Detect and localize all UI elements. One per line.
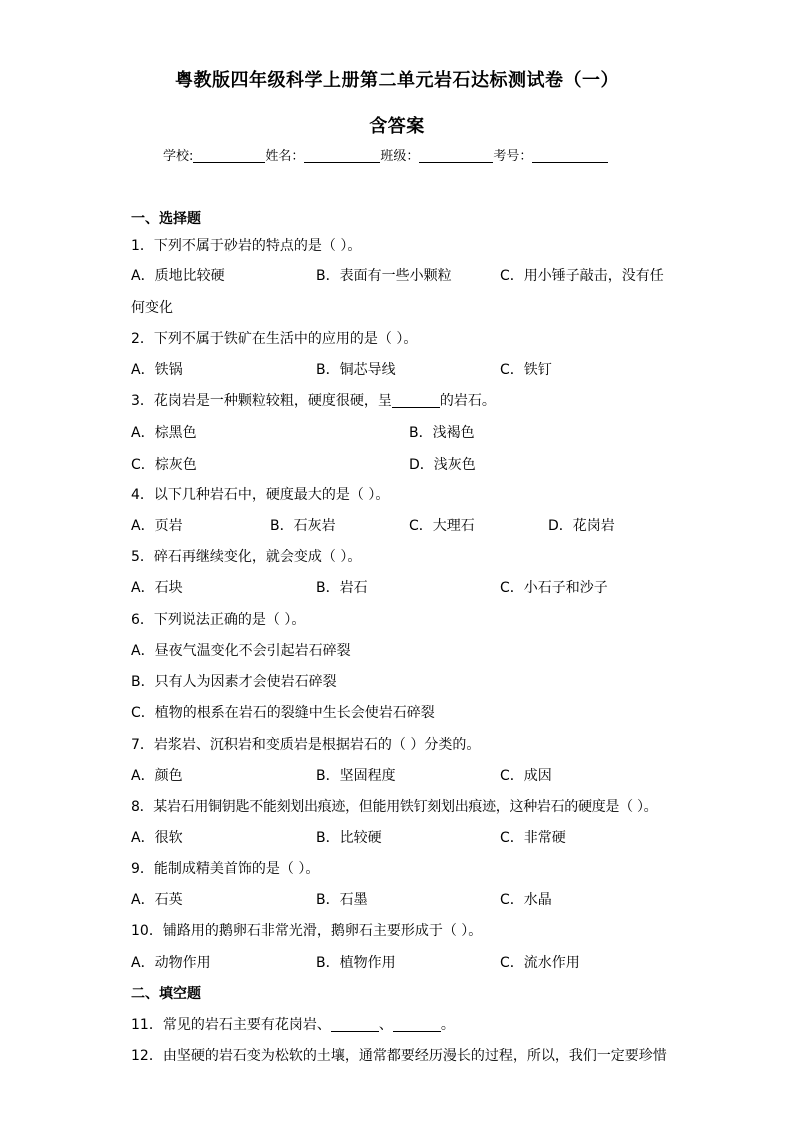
q5-option-a: A．石块 [131,580,183,596]
q11-separator: 、 [378,1017,393,1033]
question-3-stem [131,390,496,410]
q4-option-c: C．大理石 [409,518,475,534]
document-title: 粤教版四年级科学上册第二单元岩石达标测试卷（一） [175,70,619,91]
q7-option-a: A．颜色 [131,768,183,784]
question-1-stem: 1．下列不属于砂岩的特点的是（ ）。 [131,238,362,254]
q10-option-b: B．植物作用 [316,955,396,971]
name-blank[interactable] [304,148,380,163]
document-subtitle: 含答案 [369,116,425,137]
q1-option-c: C．用小锤子敲击，没有任 [500,268,664,284]
student-info-line [163,145,608,164]
q1-option-c-continued: 何变化 [131,300,173,316]
question-9-stem: 9．能制成精美首饰的是（ ）。 [131,861,320,877]
q4-option-b: B．石灰岩 [270,518,336,534]
q3-stem-post: 的岩石。 [439,393,496,409]
question-12-stem: 12．由坚硬的岩石变为松软的土壤，通常都要经历漫长的过程，所以，我们一定要珍惜 [131,1048,667,1064]
q11-blank-1[interactable] [331,1017,379,1032]
q11-blank-2[interactable] [393,1017,441,1032]
section-title-fill-blank: 二、填空题 [131,986,201,1002]
q8-option-b: B．比较硬 [316,830,382,846]
number-blank[interactable] [532,148,608,163]
q4-option-d: D．花岗岩 [548,518,615,534]
q2-option-c: C．铁钉 [500,362,552,378]
school-label: 学校: [163,149,194,164]
q5-option-c: C．小石子和沙子 [500,580,608,596]
q2-option-b: B．铜芯导线 [316,362,396,378]
q8-option-a: A．很软 [131,830,183,846]
q9-option-c: C．水晶 [500,892,552,908]
question-10-stem: 10．铺路用的鹅卵石非常光滑，鹅卵石主要形成于（ ）。 [131,923,483,939]
q7-option-c: C．成因 [500,768,552,784]
q3-option-c: C．棕灰色 [131,457,197,473]
question-6-stem: 6．下列说法正确的是（ ）。 [131,612,306,628]
q2-option-a: A．铁锅 [131,362,183,378]
q1-option-b: B．表面有一些小颗粒 [316,268,452,284]
q9-option-b: B．石墨 [316,892,368,908]
q10-option-a: A．动物作用 [131,955,211,971]
q3-stem-pre: 3．花岗岩是一种颗粒较粗，硬度很硬，呈 [131,393,392,409]
q11-end: 。 [440,1017,455,1033]
q7-option-b: B．坚固程度 [316,768,396,784]
q9-option-a: A．石英 [131,892,183,908]
q3-option-b: B．浅褐色 [409,425,475,441]
question-4-stem: 4．以下几种岩石中，硬度最大的是（ ）。 [131,487,390,503]
q3-option-d: D．浅灰色 [409,457,476,473]
question-8-stem: 8．某岩石用铜钥匙不能刻划出痕迹，但能用铁钉刻划出痕迹，这种岩石的硬度是（ ）。 [131,799,658,815]
q6-option-c: C．植物的根系在岩石的裂缝中生长会使岩石碎裂 [131,705,435,721]
q11-stem-text: 11．常见的岩石主要有花岗岩、 [131,1017,331,1033]
q6-option-b: B．只有人为因素才会使岩石碎裂 [131,674,337,690]
section-title-choice: 一、选择题 [131,211,201,227]
number-label: 考号： [493,149,533,164]
name-label: 姓名： [265,149,305,164]
q1-option-a: A．质地比较硬 [131,268,225,284]
q3-answer-blank[interactable] [392,393,440,408]
q4-option-a: A．页岩 [131,518,183,534]
question-7-stem: 7．岩浆岩、沉积岩和变质岩是根据岩石的（ ）分类的。 [131,737,481,753]
school-blank[interactable] [193,148,265,163]
question-5-stem: 5．碎石再继续变化，就会变成（ ）。 [131,549,362,565]
q5-option-b: B．岩石 [316,580,368,596]
class-blank[interactable] [419,148,493,163]
question-11-stem [131,1014,455,1034]
class-label: 班级： [380,149,420,164]
q8-option-c: C．非常硬 [500,830,566,846]
q10-option-c: C．流水作用 [500,955,580,971]
question-2-stem: 2．下列不属于铁矿在生活中的应用的是（ ）。 [131,331,418,347]
q6-option-a: A．昼夜气温变化不会引起岩石碎裂 [131,643,351,659]
q3-option-a: A．棕黑色 [131,425,197,441]
